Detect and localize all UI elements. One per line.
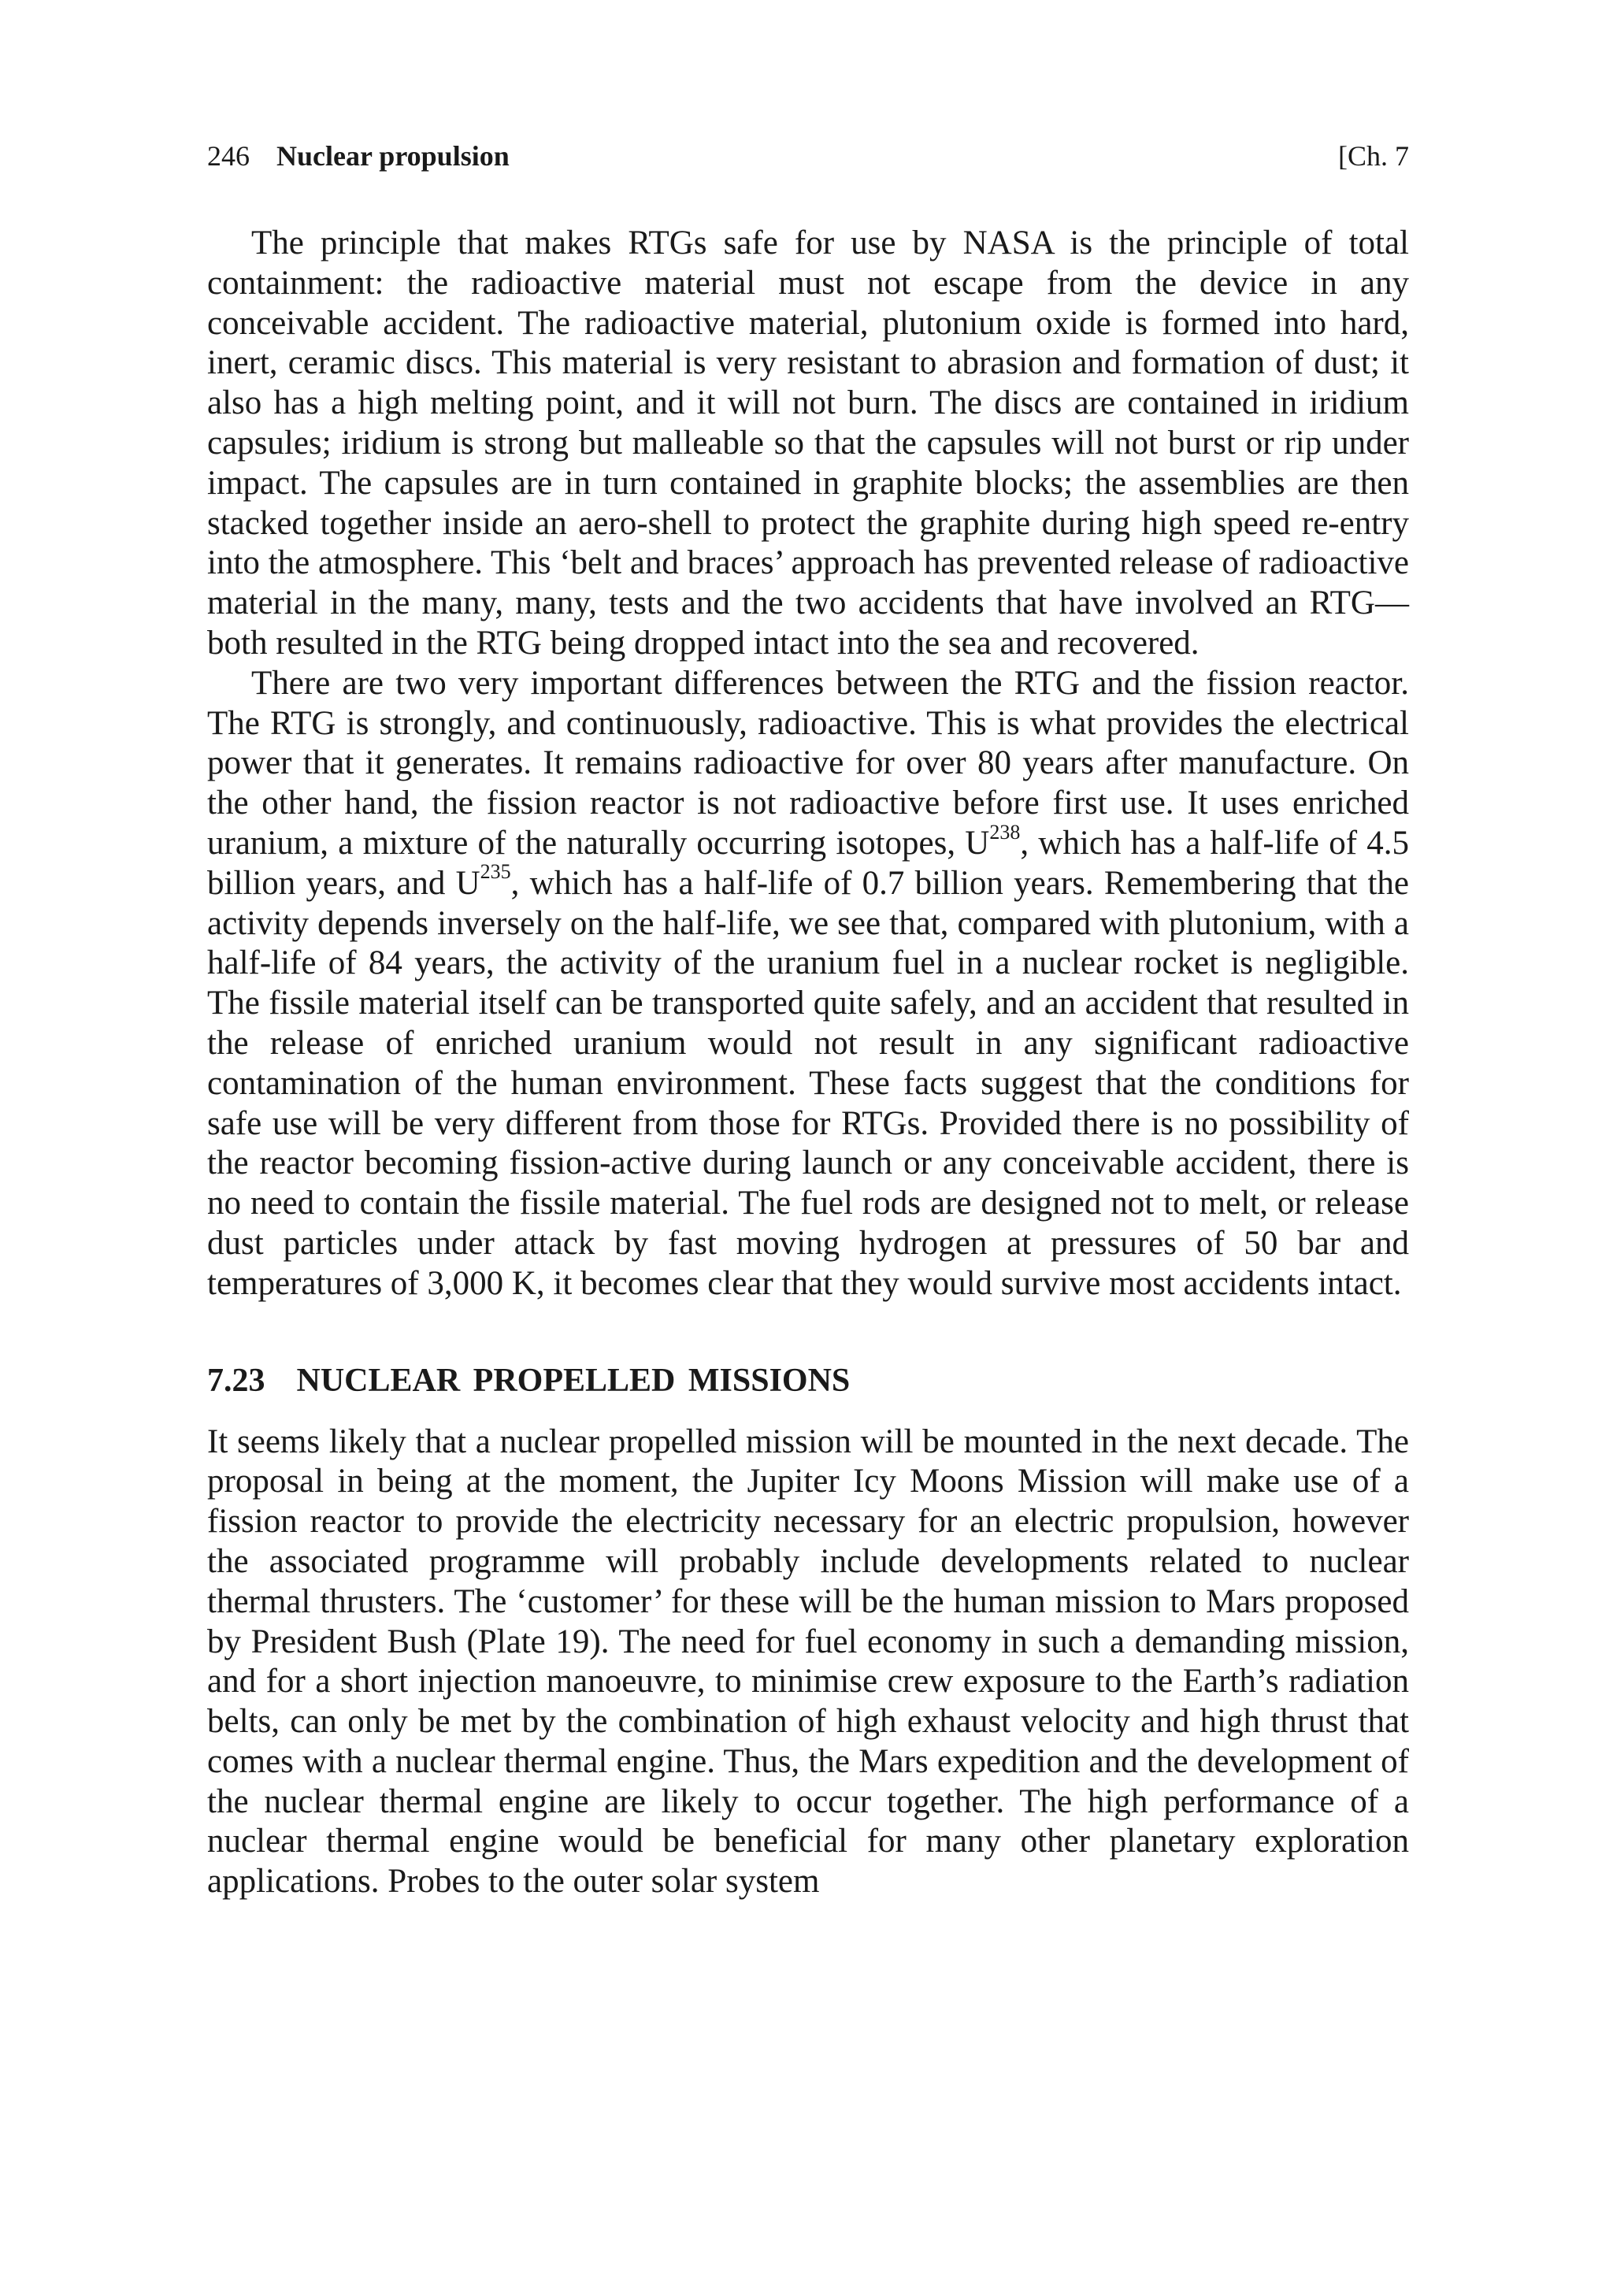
section-body-text: [207, 1422, 1409, 1903]
body-text: [207, 224, 1409, 1304]
page-number: 246: [207, 140, 250, 172]
section-heading: [207, 1361, 1409, 1400]
running-head: [207, 139, 1409, 173]
isotope-superscript: 235: [480, 860, 511, 884]
paragraph-rtg-vs-fission: [207, 664, 1409, 1304]
paragraph-text-part: There are two very important differences between the RTG and the fission reactor. The RTG is strongly, and continuously, radioactive. This is what provides the electrical power that it generates. It remains radioactive for over 80 years after manufacture. On the other hand, the fission reactor is not radioactive before first use. It uses enriched uranium, a mixture of the naturally occurring isotopes, U: [207, 664, 1409, 862]
isotope-superscript: 238: [989, 820, 1021, 844]
paragraph-nuclear-missions: It seems likely that a nuclear propelled mission will be mounted in the next decade. The proposal in being at the moment, the Jupiter Icy Moons Mission will make use of a fission reactor to provide the electricity necessary for an electric propulsion, however the associated programme will probably include developments related to nuclear thermal thrusters. The ‘customer’ for these will be the human mission to Mars proposed by President Bush (Plate 19). The need for fuel economy in such a demanding mission, and for a short injection manoeuvre, to minimise crew exposure to the Earth’s radiation belts, can only be met by the combination of high exhaust velocity and high thrust that comes with a nuclear thermal engine. Thus, the Mars expedition and the development of the nuclear thermal engine are likely to occur together. The high performance of a nuclear thermal engine would be beneficial for many other planetary exploration applications. Probes to the outer solar system: [207, 1422, 1409, 1901]
chapter-label: [Ch. 7: [1338, 140, 1409, 172]
section-number: 7.23: [207, 1362, 265, 1399]
running-title: Nuclear propulsion: [276, 140, 510, 172]
section-title: NUCLEAR PROPELLED MISSIONS: [296, 1362, 851, 1399]
book-page: [207, 139, 1409, 1902]
running-head-left: [207, 139, 510, 173]
paragraph-text-part: , which has a half-life of 0.7 billion years. Remembering that the activity depends inversely on the half-life, we see that, compared with plutonium, with a half-life of 84 years, the activity of the uranium fuel in a nuclear rocket is negligible. The fissile material itself can be transported quite safely, and an accident that resulted in the release of enriched uranium would not result in any significant radioactive contamination of the human environment. These facts suggest that the conditions for safe use will be very different from those for RTGs. Provided there is no possibility of the reactor becoming fission-active during launch or any conceivable accident, there is no need to contain the fissile material. The fuel rods are designed not to melt, or release dust particles under attack by fast moving hydrogen at pressures of 50 bar and temperatures of 3,000 K, it becomes clear that they would survive most accidents intact.: [207, 864, 1409, 1302]
paragraph-rtg-containment: The principle that makes RTGs safe for use by NASA is the principle of total containment: the radioactive material must not escape from the device in any conceivable accident. The radioactive material, plutonium oxide is formed into hard, inert, ceramic discs. This material is very resistant to abrasion and formation of dust; it also has a high melting point, and it will not burn. The discs are contained in iridium capsules; iridium is strong but malleable so that the capsules will not burst or rip under impact. The capsules are in turn contained in graphite blocks; the assemblies are then stacked together inside an aero-shell to protect the graphite during high speed re-entry into the atmosphere. This ‘belt and braces’ approach has prevented release of radioactive material in the many, many, tests and the two accidents that have involved an RTG—both resulted in the RTG being dropped intact into the sea and recovered.: [207, 224, 1409, 662]
paragraph-text-part: , which has a half-life of 4.5 billion years, and U: [207, 824, 1409, 902]
